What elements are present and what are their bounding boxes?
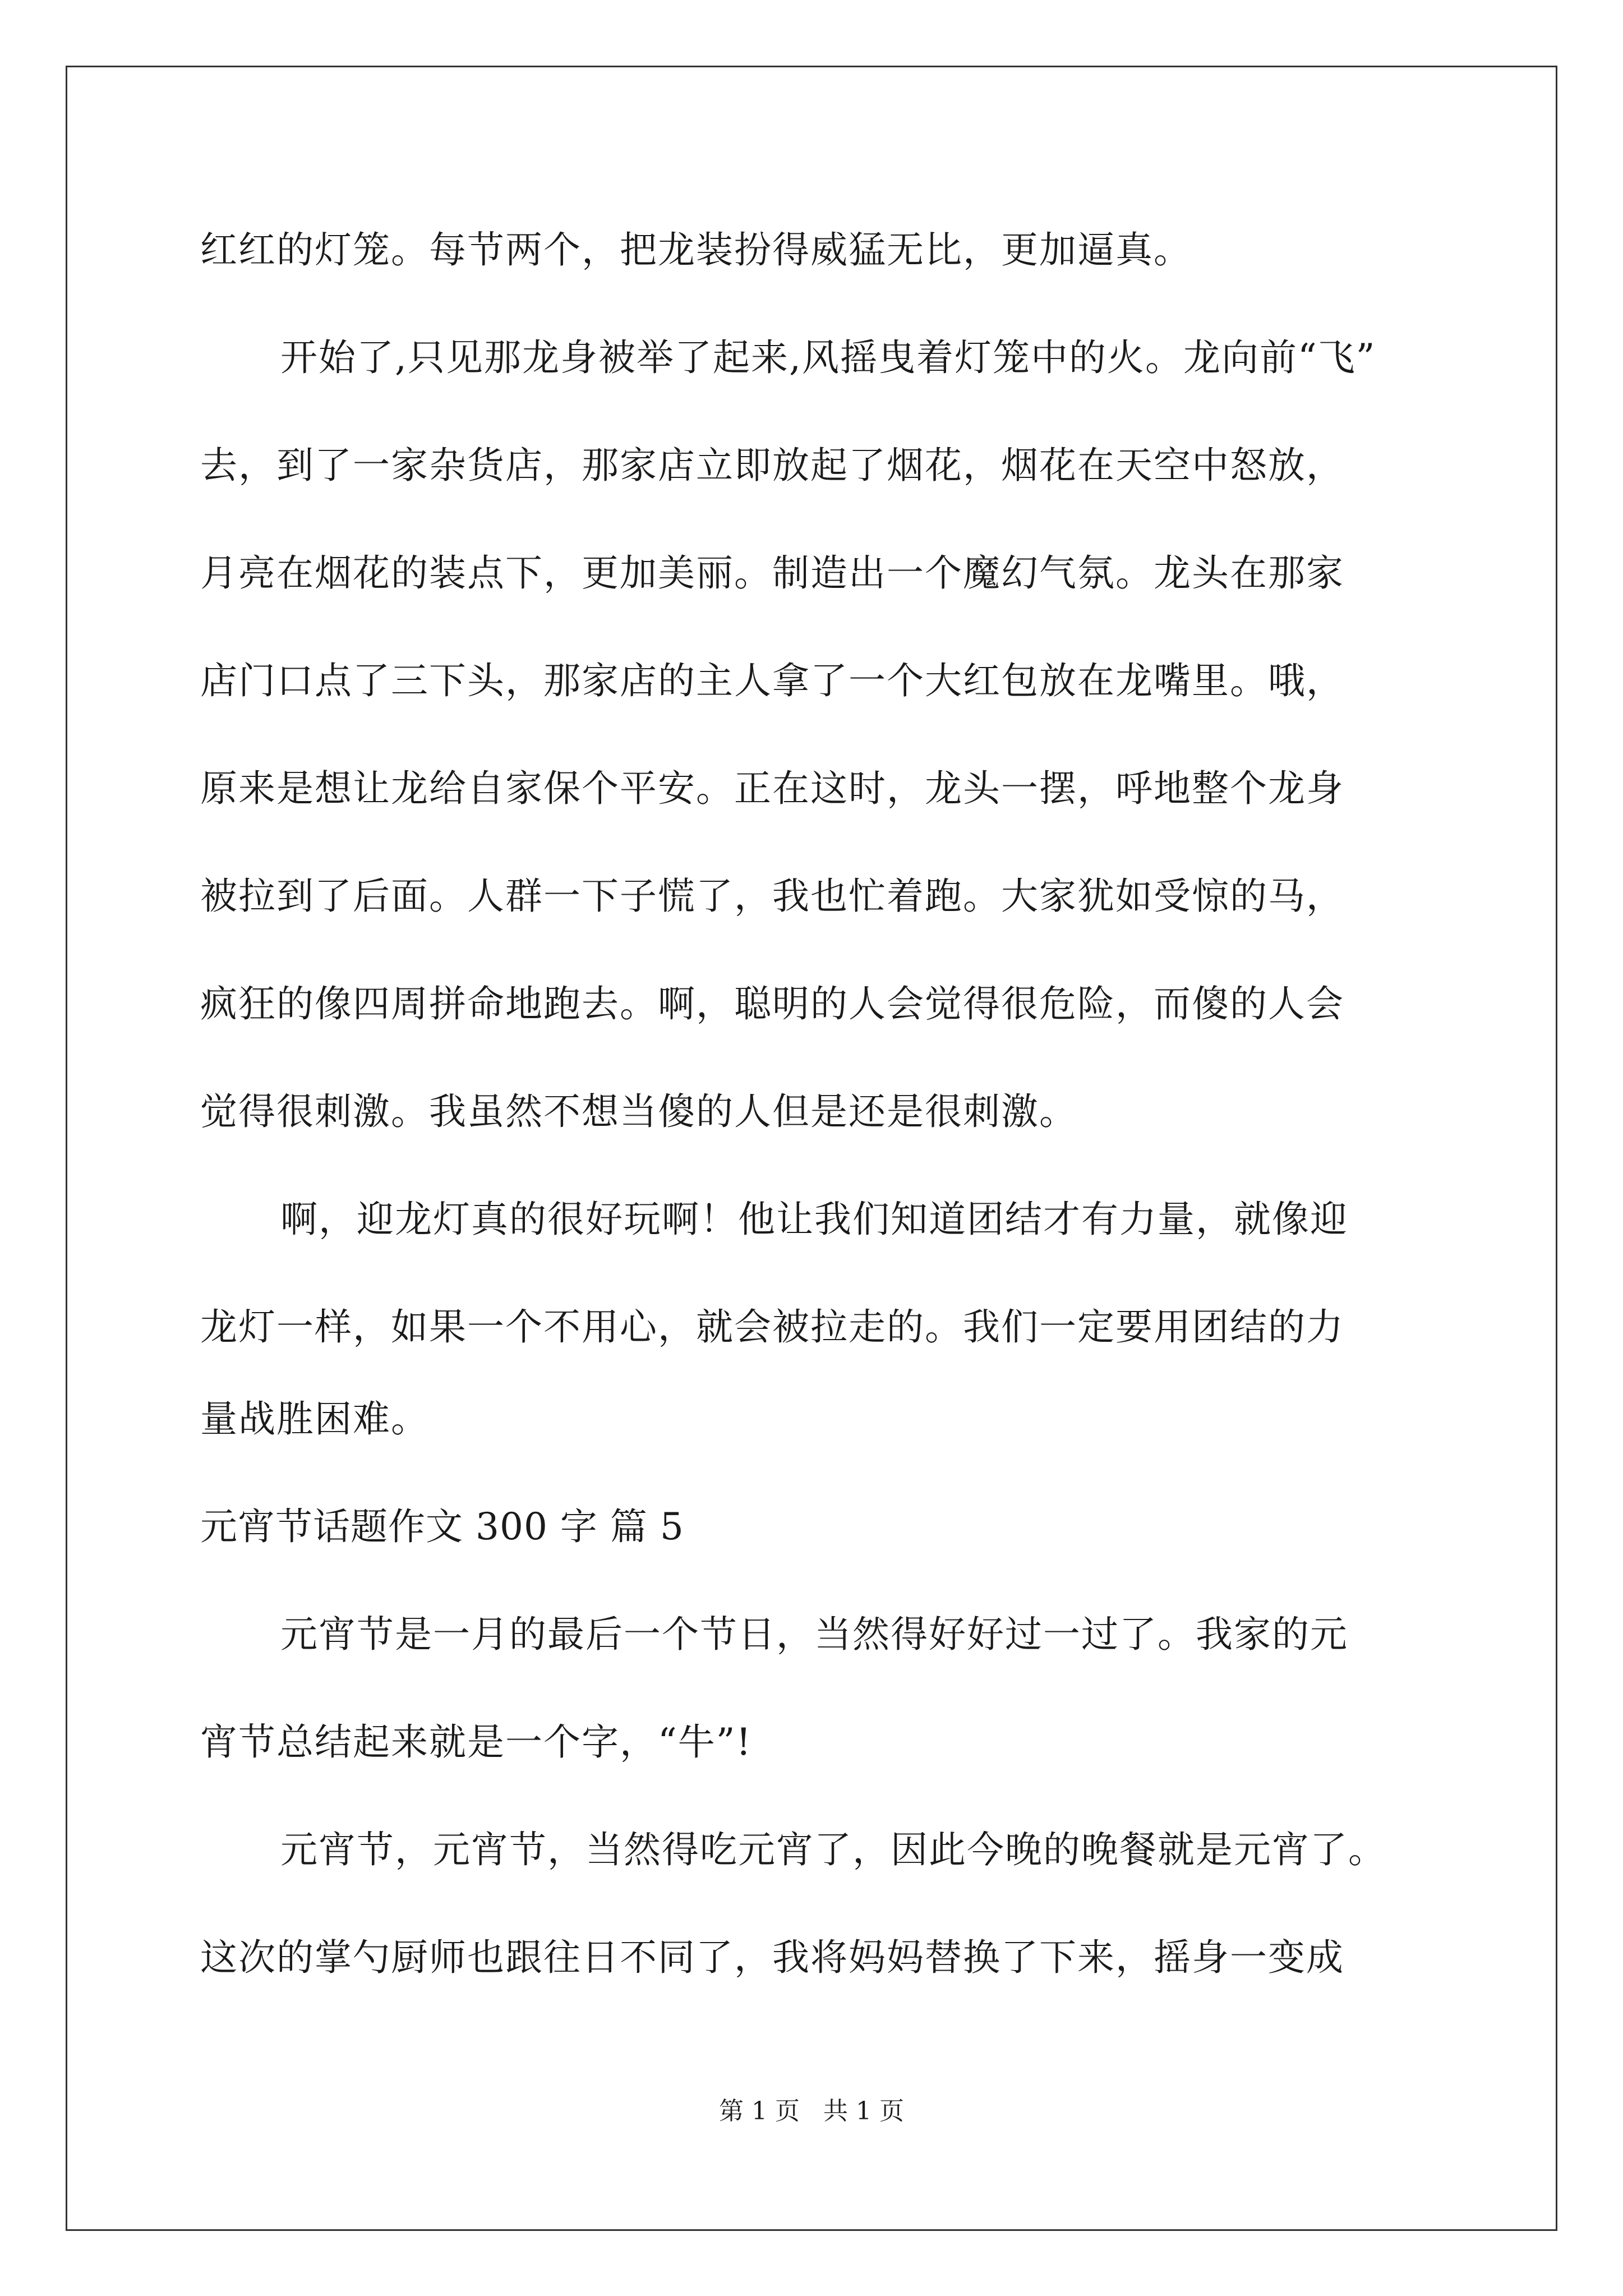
text-line: 这次的掌勺厨师也跟往日不同了，我将妈妈替换了下来，摇身一变成 xyxy=(200,1936,1344,1979)
paragraph-start: 开始了,只见那龙身被举了起来,风摇曳着灯笼中的火。龙向前“飞” xyxy=(280,336,1376,379)
text-line: 去，到了一家杂货店，那家店立即放起了烟花，烟花在天空中怒放， xyxy=(200,444,1344,487)
paragraph-start: 元宵节，元宵节，当然得吃元宵了，因此今晚的晚餐就是元宵了。 xyxy=(280,1828,1386,1871)
text-line: 宵节总结起来就是一个字，“牛”! xyxy=(200,1720,753,1764)
text-line: 龙灯一样，如果一个不用心，就会被拉走的。我们一定要用团结的力 xyxy=(200,1305,1344,1349)
text-line: 月亮在烟花的装点下，更加美丽。制造出一个魔幻气氛。龙头在那家 xyxy=(200,551,1344,595)
text-line: 觉得很刺激。我虽然不想当傻的人但是还是很刺激。 xyxy=(200,1090,1077,1133)
text-line: 原来是想让龙给自家保个平安。正在这时，龙头一摆，呼地整个龙身 xyxy=(200,767,1344,810)
paragraph-start: 元宵节是一月的最后一个节日，当然得好好过一过了。我家的元 xyxy=(280,1613,1348,1656)
text-line: 量战胜困难。 xyxy=(200,1397,429,1441)
text-line: 被拉到了后面。人群一下子慌了，我也忙着跑。大家犹如受惊的马， xyxy=(200,875,1344,918)
page-border xyxy=(66,66,1557,2231)
section-heading: 元宵节话题作文 300 字 篇 5 xyxy=(200,1505,684,1548)
paragraph-start: 啊，迎龙灯真的很好玩啊！他让我们知道团结才有力量，就像迎 xyxy=(280,1198,1348,1241)
text-line: 店门口点了三下头，那家店的主人拿了一个大红包放在龙嘴里。哦， xyxy=(200,659,1344,702)
text-line: 疯狂的像四周拼命地跑去。啊，聪明的人会觉得很危险，而傻的人会 xyxy=(200,982,1344,1025)
text-line: 红红的灯笼。每节两个，把龙装扮得威猛无比，更加逼真。 xyxy=(200,228,1192,272)
page-number-footer: 第 1 页 共 1 页 xyxy=(719,2097,904,2125)
